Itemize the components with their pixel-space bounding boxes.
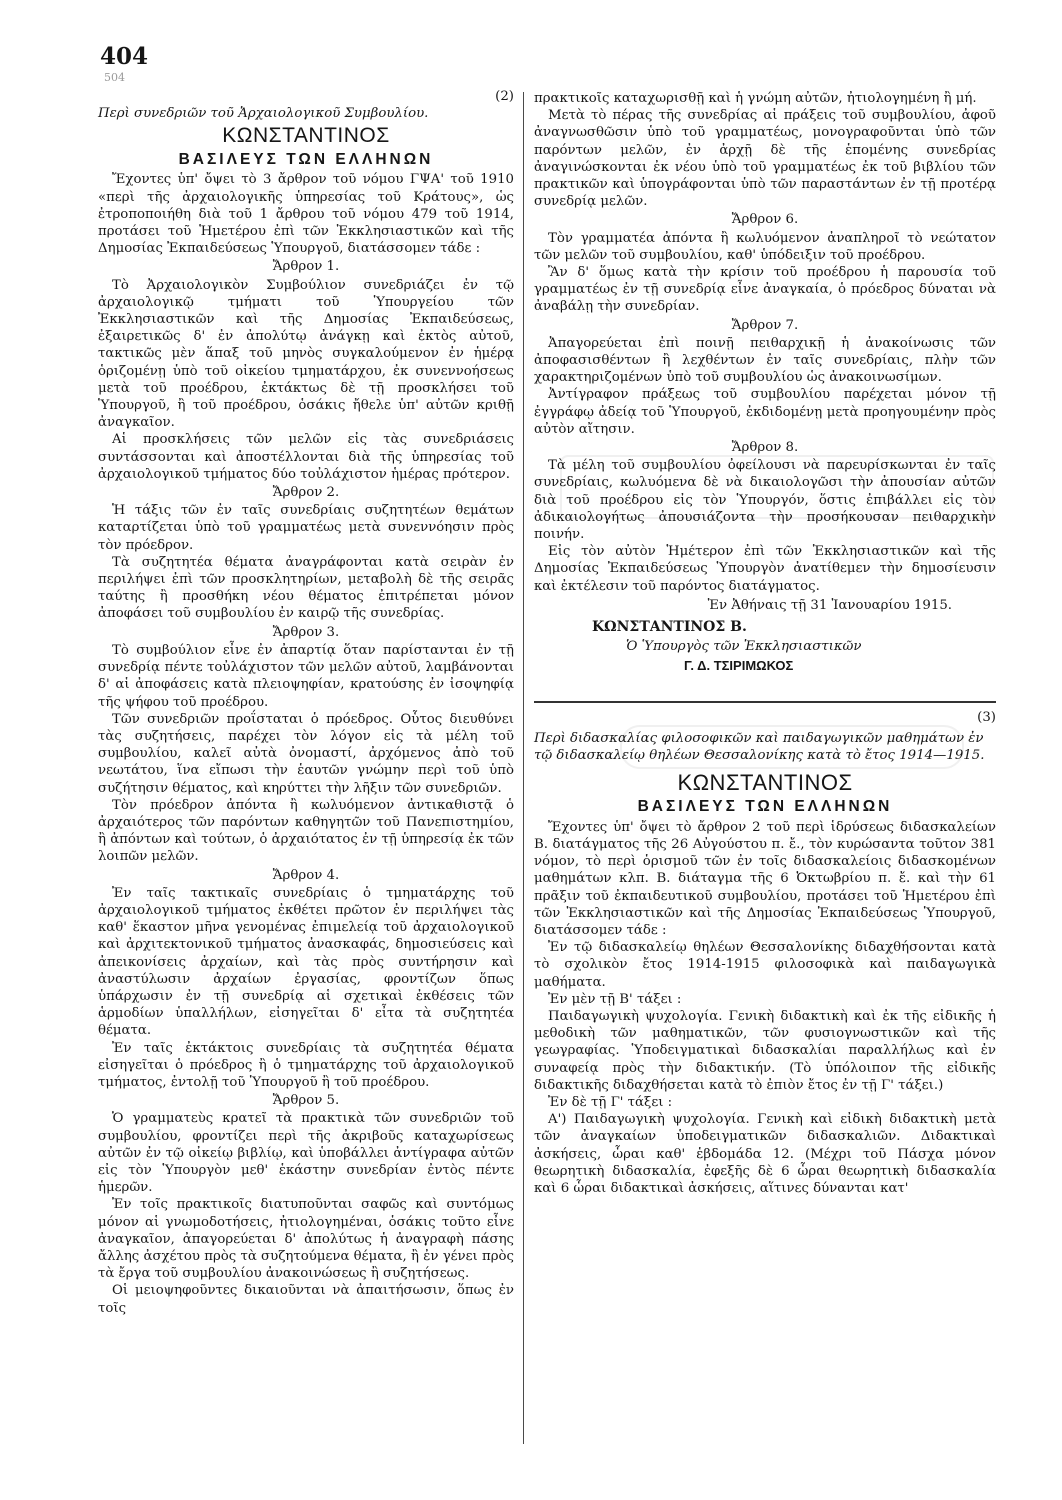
- article-heading: Ἄρθρον 7.: [731, 317, 799, 333]
- paragraph: Εἰς τὸν αὐτὸν Ἡμέτερον ἐπὶ τῶν Ἐκκλησιαστικῶν καὶ τῆς Δημοσίας Ἐκπαιδεύσεως Ὑπουργὸν ἀνατίθεμεν τὴν δημοσίευσιν καὶ ἐκτέλεσιν τοῦ παρόντος διατάγματος.: [534, 544, 996, 594]
- article-heading: Ἄρθρον 8.: [731, 440, 799, 456]
- decree3-number: (3): [977, 709, 996, 725]
- paragraph: Ἔχοντες ὑπ' ὄψει τὸ 3 ἄρθρον τοῦ νόμου ΓΨΑ' τοῦ 1910 «περὶ τῆς ἀρχαιολογικῆς ὑπηρεσίας τοῦ Κράτους», ὡς ἐτροποποιήθη διὰ τοῦ 1 ἄρθρου τοῦ νόμου 479 τοῦ 1914, προτάσει τοῦ Ἡμετέρου ἐπὶ τῶν Ἐκκλησιαστικῶν καὶ τῆς Δημοσίας Ἐκπαιδεύσεως Ὑπουργοῦ, διατάσσομεν τάδε :: [98, 172, 514, 257]
- kingdom-heading: ΒΑΣΙΛΕΥΣ ΤΩΝ ΕΛΛΗΝΩΝ: [178, 151, 434, 169]
- page-number-ghost: 504: [104, 71, 125, 84]
- paragraph: Ὁ γραμματεὺς κρατεῖ τὰ πρακτικὰ τῶν συνεδριῶν τοῦ συμβουλίου, φροντίζει περὶ τῆς ἀκριβοῦς καταχωρίσεως αὐτῶν ἐν τῷ οἰκείῳ βιβλίῳ, καὶ ὑποβάλλει ἀντίγραφα αὐτῶν εἰς τὸν Ὑπουργὸν μεθ' ἑκάστην συνεδρίαν ἐντὸς πέντε ἡμερῶν.: [98, 1111, 514, 1196]
- column-divider: [523, 92, 524, 1444]
- paragraph: Τὸ συμβούλιον εἶνε ἐν ἀπαρτίᾳ ὅταν παρίστανται ἐν τῇ συνεδρίᾳ πέντε τοὐλάχιστον τῶν μελῶν αὐτοῦ, λαμβάνονται δ' αἱ ἀποφάσεις κατὰ πλειοψηφίαν, κρατούσης ἐν ἰσοψηφίᾳ τῆς ψήφου τοῦ προέδρου.: [98, 642, 514, 710]
- paragraph: Ἀντίγραφον πράξεως τοῦ συμβουλίου παρέχεται μόνον τῇ ἐγγράφῳ ἀδείᾳ τοῦ Ὑπουργοῦ, ἐκδιδομένῃ μετὰ προηγουμένην πρὸς αὐτὸν αἴτησιν.: [534, 387, 996, 437]
- king-heading: ΚΩΝΣΤΑΝΤΙΝΟΣ: [222, 124, 390, 148]
- paragraph: Ἐν ταῖς τακτικαῖς συνεδρίαις ὁ τμηματάρχης τοῦ ἀρχαιολογικοῦ τμήματος ἐκθέτει πρῶτον ἐν περιλήψει τὰς καθ' ἕκαστον μῆνα γενομένας ἐπιμελείᾳ τοῦ ἀρχαιολογικοῦ καὶ ἀρχιτεκτονικοῦ τμήματος ἀνασκαφάς, δημοσιεύσεις καὶ ἀπεικονίσεις ἀρχαίων, καὶ τὰς πρὸς συντήρησιν καὶ ἀναστύλωσιν ἀρχαίων ἐργασίας, φροντίζων ὅπως ὑπάρχωσιν ἐν τῇ συνεδρίᾳ αἱ σχετικαὶ ἐκθέσεις τῶν ἁρμοδίων ὑπαλλήλων, εἰσηγεῖται δ' εἶτα τὰ συζητητέα θέματα.: [98, 885, 514, 1039]
- article-heading: Ἄρθρον 2.: [272, 485, 340, 501]
- decree3-body: [534, 819, 996, 1197]
- decree3-title: Περὶ διδασκαλίας φιλοσοφικῶν καὶ παιδαγωγικῶν μαθημάτων ἐν τῷ διδασκαλείῳ θηλέων Θεσσαλονίκης κατὰ τὸ ἔτος 1914—1915.: [534, 730, 985, 763]
- paragraph: Ἡ τάξις τῶν ἐν ταῖς συνεδρίαις συζητητέων θεμάτων καταρτίζεται ὑπὸ τοῦ γραμματέως μετὰ συνεννόησιν πρὸς τὸν πρόεδρον.: [98, 503, 514, 553]
- decree-separator: [534, 701, 996, 703]
- paragraph: Αἱ προσκλήσεις τῶν μελῶν εἰς τὰς συνεδριάσεις συντάσσονται καὶ ἀποστέλλονται διὰ τῆς ὑπηρεσίας τοῦ ἀρχαιολογικοῦ τμήματος δύο τοὐλάχιστον ἡμέρας πρότερον.: [98, 432, 514, 482]
- paragraph: Μετὰ τὸ πέρας τῆς συνεδρίας αἱ πράξεις τοῦ συμβουλίου, ἀφοῦ ἀναγνωσθῶσιν ὑπὸ τοῦ γραμματέως, μονογραφοῦνται ὑπὸ τῶν παρόντων μελῶν, ἐν ἀρχῇ δὲ τῆς ἑπομένης συνεδρίας ἀναγινώσκονται ἐκ νέου ὑπὸ τοῦ γραμματέως ἐκ τοῦ βιβλίου τῶν πρακτικῶν καὶ ὑπογράφονται ὑπὸ τῶν παραστάντων ἐν τῇ προτέρᾳ συνεδρίᾳ μελῶν.: [534, 108, 996, 210]
- decree-number: (2): [495, 89, 514, 104]
- article-heading: Ἄρθρον 4.: [272, 867, 340, 883]
- article-heading: Ἄρθρον 5.: [272, 1093, 340, 1109]
- paragraph: Α') Παιδαγωγικὴ ψυχολογία. Γενικὴ καὶ εἰδικὴ διδακτικὴ μετὰ τῶν ἀναγκαίων ὑποδειγματικῶν διδασκαλιῶν. Διδακτικαὶ ἀσκήσεις, ὧραι καθ' ἑβδομάδα 12. (Μέχρι τοῦ Πάσχα μόνον θεωρητικὴ διδασκαλία, ἐφεξῆς δὲ 6 ὧραι θεωρητικὴ διδασκαλία καὶ 6 ὧραι διδακτικαὶ ἀσκήσεις, αἵτινες δύνανται κατ': [534, 1112, 996, 1196]
- paragraph: Τὸ Ἀρχαιολογικὸν Συμβούλιον συνεδριάζει ἐν τῷ ἀρχαιολογικῷ τμήματι τοῦ Ὑπουργείου τῶν Ἐκκλησιαστικῶν καὶ τῆς Δημοσίας Ἐκπαιδεύσεως, ἐξαιρετικῶς δ' ἐν ἀπολύτῳ ἀνάγκῃ καὶ ἐκτὸς αὐτοῦ, τακτικῶς μὲν ἅπαξ τοῦ μηνὸς συγκαλούμενον ἐν ἡμέρᾳ ὁριζομένῃ ὑπὸ τοῦ οἰκείου τμηματάρχου, ἐκ συνεννοήσεως μετὰ τοῦ προέδρου, ἐκτάκτως δὲ τῇ προσκλήσει τοῦ Ὑπουργοῦ, ἢ τοῦ προέδρου, ὁσάκις ἤθελε ὑπ' αὐτῶν κριθῇ ἀναγκαῖον.: [98, 277, 514, 431]
- paragraph: πρακτικοῖς καταχωρισθῇ καὶ ἡ γνώμη αὐτῶν, ἠτιολογημένη ἢ μή.: [534, 91, 977, 106]
- left-column-body: [98, 171, 514, 1316]
- paragraph: Ἔχοντες ὑπ' ὄψει τὸ ἄρθρον 2 τοῦ περὶ ἱδρύσεως διδασκαλείων Β. διατάγματος τῆς 26 Αὐγούστου π. ἔ., τὸν κυρώσαντα τοῦτον 381 νόμον, τὸ περὶ ὁρισμοῦ τῶν ἐν τοῖς διδασκαλείοις διδασκομένων μαθημάτων κλπ. Β. διάταγμα τῆς 6 Ὀκτωβρίου π. ἔ. καὶ τὴν 61 πρᾶξιν τοῦ ἐκπαιδευτικοῦ συμβουλίου, προτάσει τοῦ Ἡμετέρου ἐπὶ τῶν Ἐκκλησιαστικῶν καὶ τῆς Δημοσίας Ἐκπαιδεύσεως Ὑπουργοῦ, διατάσσομεν τάδε :: [534, 819, 996, 938]
- paragraph: Τὸν γραμματέα ἀπόντα ἢ κωλυόμενον ἀναπληροῖ τὸ νεώτατον τῶν μελῶν τοῦ συμβουλίου, καθ' ὑπόδειξιν τοῦ προέδρου.: [534, 230, 996, 263]
- paragraph: Παιδαγωγικὴ ψυχολογία. Γενικὴ διδακτικὴ καὶ ἐκ τῆς εἰδικῆς ἡ μεθοδικὴ τῶν μαθηματικῶν, τῶν φυσιογνωστικῶν καὶ τῆς γεωγραφίας. Ὑποδειγματικαὶ διδασκαλίαι παραλλήλως καὶ ἐν συναφείᾳ πρὸς τὴν διδακτικήν. (Τὸ ὑπόλοιπον τῆς εἰδικῆς διδακτικῆς διδαχθήσεται κατὰ τὸ ἐπιὸν ἔτος ἐν τῇ Γ' τάξει.): [534, 1008, 996, 1093]
- decree-date: Ἐν Ἀθήναις τῇ 31 Ἰανουαρίου 1915.: [707, 597, 952, 613]
- right-column: [534, 90, 996, 1197]
- paragraph: Ἂν δ' ὅμως κατὰ τὴν κρίσιν τοῦ προέδρου ἡ παρουσία τοῦ γραμματέως ἐν τῇ συνεδρίᾳ εἶνε ἀναγκαία, ὁ πρόεδρος δύναται νὰ ἀναβάλῃ τὴν συνεδρίαν.: [534, 265, 996, 315]
- paragraph: Ἐν δὲ τῇ Γ' τάξει :: [548, 1094, 673, 1110]
- article-heading: Ἄρθρον 3.: [272, 624, 340, 640]
- signature-king: ΚΩΝΣΤΑΝΤΙΝΟΣ Β.: [592, 619, 747, 636]
- paragraph: Ἐν μὲν τῇ Β' τάξει :: [548, 991, 682, 1007]
- left-column: [98, 88, 514, 1317]
- paragraph: Ἀπαγορεύεται ἐπὶ ποινῇ πειθαρχικῇ ἡ ἀνακοίνωσις τῶν ἀποφασισθέντων ἢ λεχθέντων ἐν ταῖς συνεδρίαις, πλὴν τῶν χαρακτηριζομένων ὑπὸ τοῦ συμβουλίου ὡς ἀνακοινωσίμων.: [534, 335, 996, 386]
- decree3-king-heading: ΚΩΝΣΤΑΝΤΙΝΟΣ: [677, 769, 853, 795]
- paragraph: Τὰ μέλη τοῦ συμβουλίου ὀφείλουσι νὰ παρευρίσκωνται ἐν ταῖς συνεδρίαις, κωλυόμενα δὲ νὰ δικαιολογῶσι τὴν ἀπουσίαν αὐτῶν διὰ τοῦ προέδρου εἰς τὸν Ὑπουργόν, ὅστις ἐπιβάλλει εἰς τὸν ἀδικαιολογήτως ἀπουσιάζοντα τὴν προσήκουσαν πειθαρχικὴν ποινήν.: [534, 458, 996, 543]
- paragraph: Τὰ συζητητέα θέματα ἀναγράφονται κατὰ σειρὰν ἐν περιλήψει ἐπὶ τῶν προσκλητηρίων, μεταβολὴ δὲ τῆς σειρᾶς ταύτης ἢ προσθήκη νέου θέματος ἐπιτρέπεται μόνον ἀποφάσει τοῦ συμβουλίου ἐν καιρῷ τῆς συνεδρίας.: [98, 554, 514, 622]
- paragraph: Τῶν συνεδριῶν προΐσταται ὁ πρόεδρος. Οὗτος διευθύνει τὰς συζητήσεις, παρέχει τὸν λόγον εἰς τὰ μέλη τοῦ συμβουλίου, καλεῖ αὐτὰ ὀνομαστί, ἀρχόμενος ἀπὸ τοῦ νεωτάτου, ἵνα εἴπωσι τὴν ἑαυτῶν γνώμην περὶ τοῦ ὑπὸ συζήτησιν θέματος, καὶ κηρύττει τὴν λῆξιν τῶν συνεδριῶν.: [98, 711, 514, 796]
- signature-office: Ὁ Ὑπουργὸς τῶν Ἐκκλησιαστικῶν: [626, 639, 862, 655]
- paragraph: Ἐν ταῖς ἐκτάκτοις συνεδρίαις τὰ συζητητέα θέματα εἰσηγεῖται ὁ πρόεδρος ἢ ὁ τμηματάρχης τοῦ ἀρχαιολογικοῦ τμήματος, ἐντολῇ τοῦ Ὑπουργοῦ ἢ τοῦ προέδρου.: [98, 1040, 514, 1090]
- decree-title: Περὶ συνεδριῶν τοῦ Ἀρχαιολογικοῦ Συμβουλίου.: [98, 106, 429, 122]
- paragraph: Ἐν τοῖς πρακτικοῖς διατυποῦνται σαφῶς καὶ συντόμως μόνον αἱ γνωμοδοτήσεις, ἠτιολογημέναι, ὁσάκις τοῦτο εἶνε ἀναγκαῖον, ἀπαγορεύεται δ' ἀπολύτως ἡ ἀναγραφὴ πάσης ἄλλης ἀσχέτου πρὸς τὰ συζητούμενα θέματα, ἢ ἐν γένει πρὸς τὰ ἔργα τοῦ συμβουλίου ἀνακοινώσεως ἢ συζητήσεως.: [98, 1197, 514, 1282]
- article-heading: Ἄρθρον 1.: [272, 259, 340, 275]
- page-number: 404: [100, 43, 149, 70]
- article-heading: Ἄρθρον 6.: [731, 212, 799, 228]
- signature-minister: Γ. Δ. ΤΣΙΡΙΜΩΚΟΣ: [684, 658, 794, 674]
- right-column-body: [534, 90, 996, 595]
- paragraph: Ἐν τῷ διδασκαλείῳ θηλέων Θεσσαλονίκης διδαχθήσονται κατὰ τὸ σχολικὸν ἔτος 1914-1915 φιλοσοφικὰ καὶ παιδαγωγικὰ μαθήματα.: [534, 940, 996, 990]
- paragraph: Οἱ μειοψηφοῦντες δικαιοῦνται νὰ ἀπαιτήσωσιν, ὅπως ἐν τοῖς: [98, 1283, 514, 1316]
- decree3-kingdom-heading: ΒΑΣΙΛΕΥΣ ΤΩΝ ΕΛΛΗΝΩΝ: [637, 797, 893, 815]
- paragraph: Τὸν πρόεδρον ἀπόντα ἢ κωλυόμενον ἀντικαθιστᾷ ὁ ἀρχαιότερος τῶν παρόντων καθηγητῶν τοῦ Πανεπιστημίου, ἢ ἀπόντων καὶ τούτων, ὁ ἀρχαιότατος ἐν τῇ ὑπηρεσίᾳ ἐκ τῶν λοιπῶν μελῶν.: [98, 797, 515, 865]
